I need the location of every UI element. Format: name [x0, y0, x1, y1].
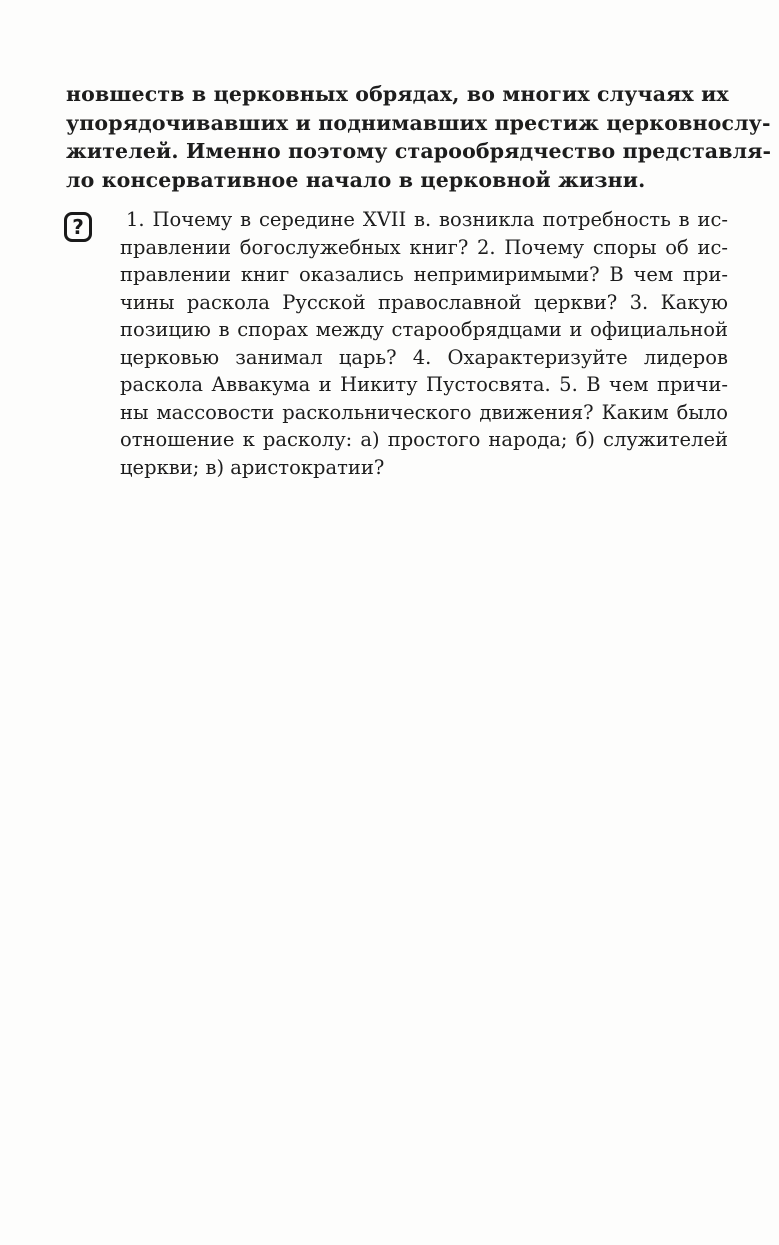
lead-line-1: новшеств в церковных обрядах, во многих случаях их [66, 82, 729, 106]
question-line-3: правлении книг оказались непримиримыми? В чем при- [120, 263, 728, 286]
lead-line-4: ло консервативное начало в церковной жизни. [66, 167, 646, 192]
question-line-8: ны массовости раскольнического движения? Каким было [120, 400, 728, 424]
questions-text [120, 206, 728, 481]
question-line-6: церковью занимал царь? 4. Охарактеризуйте лидеров [120, 345, 728, 369]
question-line-10: церкви; в) аристократии? [120, 455, 385, 479]
question-line-4: чины раскола Русской православной церкви? 3. Какую [120, 290, 728, 314]
question-icon-glyph: ? [72, 215, 84, 239]
question-icon [64, 212, 92, 242]
lead-line-2: упорядочивавших и поднимавших престиж церковнослу- [66, 110, 771, 135]
question-line-7: раскола Аввакума и Никиту Пустосвята. 5. В чем причи- [120, 373, 728, 396]
question-line-5: позицию в спорах между старообрядцами и официальной [120, 318, 728, 341]
question-line-2: правлении богослужебных книг? 2. Почему споры об ис- [120, 235, 728, 259]
question-line-9: отношение к расколу: а) простого народа; б) служителей [120, 428, 728, 451]
lead-paragraph [66, 80, 772, 194]
lead-line-3: жителей. Именно поэтому старообрядчество представля- [66, 139, 772, 163]
question-line-1: 1. Почему в середине XVII в. возникла потребность в ис- [126, 208, 728, 231]
